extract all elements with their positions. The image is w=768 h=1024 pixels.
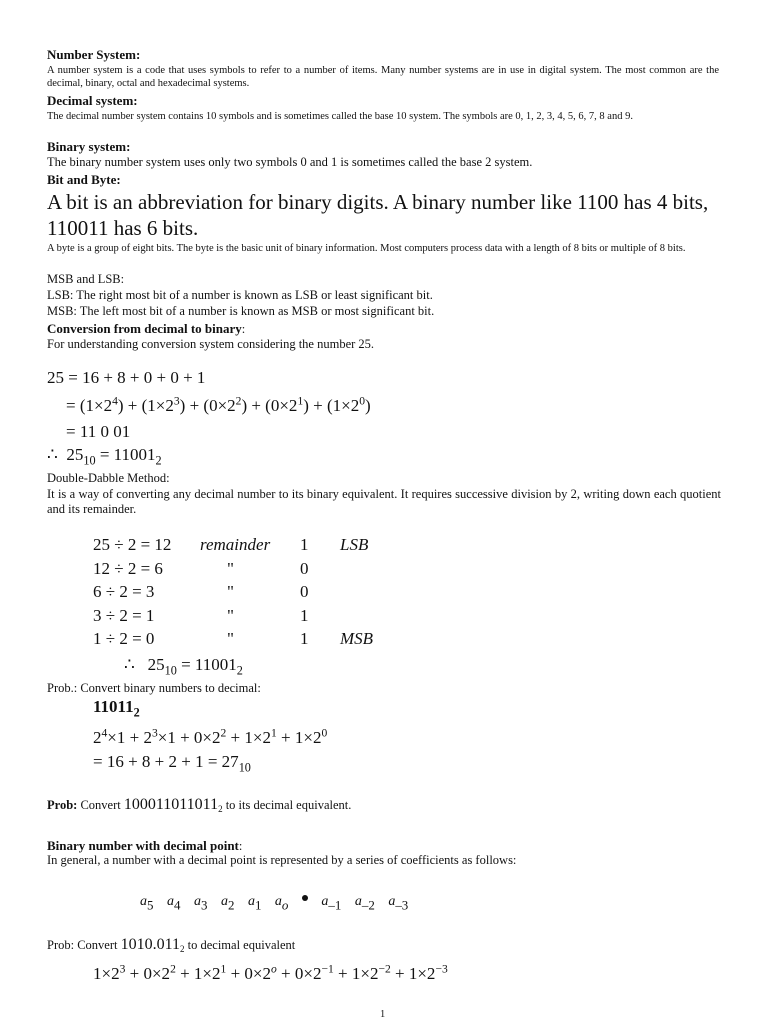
heading-binary-system: Binary system:: [47, 139, 131, 154]
equation-sum: 25 = 16 + 8 + 0 + 0 + 1: [47, 368, 206, 387]
prob1-expansion: $2^4\times 1 + 2^3\times 1 + 0\times 2^2 + 1\times 2^1 + 1\times 2^0$: [93, 726, 328, 747]
prob2-tail: to its decimal equivalent.: [225, 798, 352, 812]
division-expression: 3 ÷ 2 = 1: [93, 605, 155, 625]
remainder-bit: 0: [300, 558, 309, 578]
number-system-body: A number system is a code that uses symbols to refer to a number of items. Many number systems are in use in digital system. The most common are the decimal, binary, octal and hexadecimal systems.: [47, 65, 719, 89]
remainder-label: ": [227, 558, 234, 578]
double-dabble-title: Double-Dabble Method:: [47, 471, 170, 485]
division-expression: 6 ÷ 2 = 3: [93, 582, 155, 601]
division-expression: 25 ÷ 2 = 12: [93, 535, 172, 554]
bit-significance-note: LSB: [340, 535, 369, 554]
remainder-bit: 1: [300, 535, 309, 554]
decimal-point-dot: [302, 895, 308, 901]
result-right-base: 2: [236, 663, 243, 678]
conversion-intro: For understanding conversion system considering the number 25.: [47, 337, 375, 351]
heading-bit-and-byte: Bit and Byte:: [47, 172, 121, 187]
prob1-text: Prob.: Convert binary numbers to decimal:: [47, 681, 261, 695]
heading-colon: :: [241, 322, 246, 336]
remainder-bit: 1: [300, 629, 309, 648]
prob2-label: Prob:: [47, 798, 78, 812]
msb-lsb-title: MSB and LSB:: [47, 272, 125, 286]
remainder-label: ": [227, 629, 234, 648]
equation-powers: = $(1\times 2^4) + (1\times 2^3) + (0\times 2^2) + (0\times 2^1) + (1\times 2^0)$: [66, 394, 371, 415]
prob1-number: [93, 697, 140, 720]
byte-body: A byte is a group of eight bits. The byte is the basic unit of binary information. Most computers process data with a length of 8 bits or multiple of 8 bits.: [47, 243, 686, 254]
conversion-heading-line: [47, 320, 245, 338]
decimal-point-intro: In general, a number with a decimal point is represented by a series of coefficients as follows:: [47, 853, 517, 867]
prob1-sum: [93, 752, 251, 775]
double-dabble-body: It is a way of converting any decimal number to its binary equivalent. It requires successive division by 2, writing down each quotient and its remainder.: [47, 487, 721, 516]
prob1-binary: 11011: [93, 697, 134, 716]
prob3-expansion: $1\times 2^3 + 0\times 2^2 + 1\times 2^1 + 0\times 2^o + 0\times 2^{-1} + 1\times 2^{-2} + 1\times 2^{-3}$: [93, 962, 448, 983]
result-left: 25: [147, 655, 165, 674]
result-right: = 11001: [99, 445, 156, 464]
remainder-bit: 1: [300, 605, 309, 625]
prob3-prefix: Prob: Convert: [47, 938, 118, 952]
result-left-base: 10: [164, 663, 177, 678]
prob1-sum-text: = 16 + 8 + 2 + 1 = 27: [93, 752, 239, 771]
division-expression: 1 ÷ 2 = 0: [93, 629, 155, 648]
therefore-symbol: ∴: [124, 655, 135, 674]
remainder-label: ": [227, 582, 234, 601]
heading-decimal-point: Binary number with decimal point: [47, 838, 239, 853]
prob3-number: 1010.011: [120, 936, 181, 953]
remainder-label: remainder: [200, 535, 271, 554]
prob2-number: 100011011011: [123, 796, 219, 813]
prob2-convert: Convert: [80, 798, 121, 812]
result-right: = 11001: [181, 655, 237, 674]
lsb-definition: LSB: The right most bit of a number is known as LSB or least significant bit.: [47, 288, 433, 302]
heading-conversion: Conversion from decimal to binary: [47, 321, 242, 336]
prob1-base: 2: [133, 705, 140, 720]
division-expression: 12 ÷ 2 = 6: [93, 558, 163, 578]
heading-number-system: Number System:: [47, 47, 141, 62]
division-result: [124, 655, 243, 678]
prob2-line: [47, 797, 351, 813]
prob3-base: 2: [180, 944, 185, 955]
equation-result: [47, 445, 162, 468]
result-right-base: 2: [155, 453, 162, 468]
heading-colon: :: [238, 839, 243, 853]
remainder-bit: 0: [300, 582, 309, 601]
heading-decimal-system: Decimal system:: [47, 93, 138, 108]
binary-system-body: The binary number system uses only two symbols 0 and 1 is sometimes called the base 2 system.: [47, 155, 533, 169]
prob1-sum-base: 10: [238, 760, 251, 775]
equation-binary: = 11 0 01: [66, 422, 131, 441]
coefficients-row: $a_5$ $a_4$ $a_3$ $a_2$ $a_1$ $a_o$ $a_{-1}$ $a_{-2}$ $a_{-3}$: [140, 894, 409, 913]
therefore-symbol: ∴: [47, 445, 58, 464]
bit-significance-note: MSB: [340, 629, 374, 648]
result-left: 25: [66, 445, 84, 464]
prob3-tail: to decimal equivalent: [187, 938, 296, 952]
prob3-line: [47, 937, 295, 953]
page-number: 1: [380, 1009, 386, 1020]
msb-definition: MSB: The left most bit of a number is known as MSB or most significant bit.: [47, 304, 435, 318]
prob2-base: 2: [218, 804, 223, 815]
result-left-base: 10: [83, 453, 96, 468]
decimal-system-body: The decimal number system contains 10 symbols and is sometimes called the base 10 system. The symbols are 0, 1, 2, 3, 4, 5, 6, 7, 8 and 9.: [47, 111, 633, 122]
remainder-label: ": [227, 605, 234, 625]
bit-definition-large: A bit is an abbreviation for binary digits. A binary number like 1100 has 4 bits, 110011 has 6 bits.: [47, 190, 709, 240]
